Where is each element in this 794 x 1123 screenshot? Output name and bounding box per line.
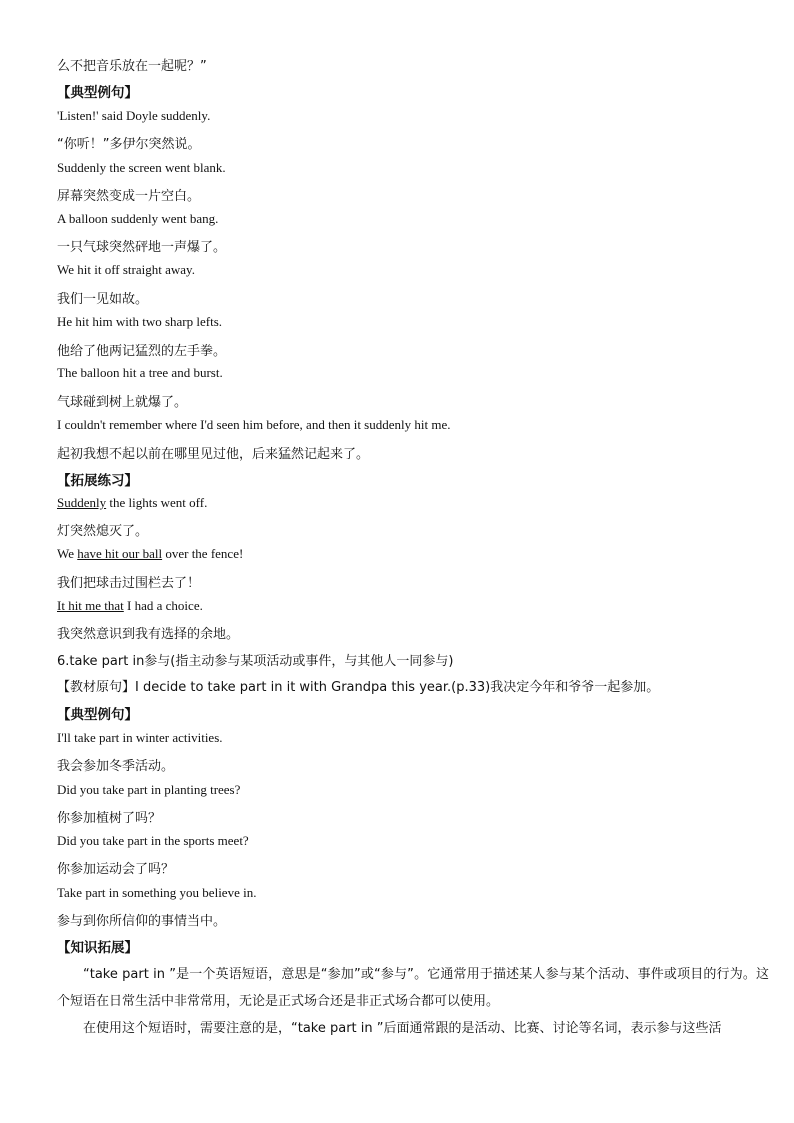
example-sentence-zh: 参与到你所信仰的事情当中。 [57,914,227,929]
example-sentence-en: We hit it off straight away. [57,262,195,277]
textbook-sentence: 【教材原句】I decide to take part in it with Grandpa this year.(p.33)我决定今年和爷爷一起参加。 [57,680,660,695]
sentence-start: We [57,546,78,561]
example-sentence-en: A balloon suddenly went bang. [57,211,219,226]
exercise-sentence-en [57,598,203,614]
example-sentence-en: He hit him with two sharp lefts. [57,314,223,329]
answer-underline: have hit our ball [77,546,163,561]
exercise-sentence-en [57,546,243,562]
example-sentence-zh: 你参加运动会了吗？ [57,862,175,877]
example-sentence-zh: 我会参加冬季活动。 [57,759,175,774]
example-sentence-en: I couldn't remember where I'd seen him before, and then it suddenly hit me. [57,417,451,432]
sentence-rest: the lights went off. [106,495,208,510]
example-sentence-en: Take part in something you believe in. [57,885,257,900]
body-paragraph: “take part in ”是一个英语短语，意思是“参加”或“参与”。它通常用于描述某人参与某个活动、事件或项目的行为。这个短语在日常生活中非常常用，无论是正式场合还是非正式场合都可以使用。 [57,967,769,1009]
example-sentence-zh: 他给了他两记猛烈的左手拳。 [57,344,227,359]
example-sentence-zh: 你参加植树了吗？ [57,811,162,826]
example-sentence-en: The balloon hit a tree and burst. [57,365,223,380]
exercise-sentence-zh: 我们把球击过围栏去了！ [57,576,201,591]
exercise-sentence-zh: 我突然意识到我有选择的余地。 [57,627,240,642]
sentence-rest: I had a choice. [123,598,203,613]
section-heading: 【典型例句】 [57,85,138,101]
exercise-sentence-zh: 灯突然熄灭了。 [57,524,149,539]
example-sentence-zh: “你听！”多伊尔突然说。 [57,137,201,152]
example-sentence-en: 'Listen!' said Doyle suddenly. [57,108,211,123]
example-sentence-en: I'll take part in winter activities. [57,730,223,745]
example-sentence-en: Suddenly the screen went blank. [57,160,226,175]
example-sentence-zh: 一只气球突然砰地一声爆了。 [57,240,227,255]
example-sentence-en: Did you take part in the sports meet? [57,833,249,848]
sentence-rest: over the fence! [162,546,244,561]
example-sentence-zh: 屏幕突然变成一片空白。 [57,189,201,204]
example-sentence-en: Did you take part in planting trees? [57,782,241,797]
body-paragraph: 在使用这个短语时，需要注意的是，“take part in ”后面通常跟的是活动、比赛、讨论等名词，表示参与这些活 [83,1021,722,1036]
answer-underline: It hit me that [57,598,124,613]
answer-underline: Suddenly [57,495,107,510]
example-sentence-zh: 气球碰到树上就爆了。 [57,395,188,410]
example-sentence-zh: 起初我想不起以前在哪里见过他，后来猛然记起来了。 [57,447,370,462]
section-heading: 【拓展练习】 [57,473,138,489]
section-heading: 【典型例句】 [57,707,138,723]
example-sentence-zh: 我们一见如故。 [57,292,149,307]
section-heading: 【知识拓展】 [57,940,138,956]
text-line: 么不把音乐放在一起呢？” [57,59,207,74]
phrase-heading: 6.take part in参与(指主动参与某项活动或事件，与其他人一同参与) [57,654,454,669]
exercise-sentence-en [57,495,207,511]
